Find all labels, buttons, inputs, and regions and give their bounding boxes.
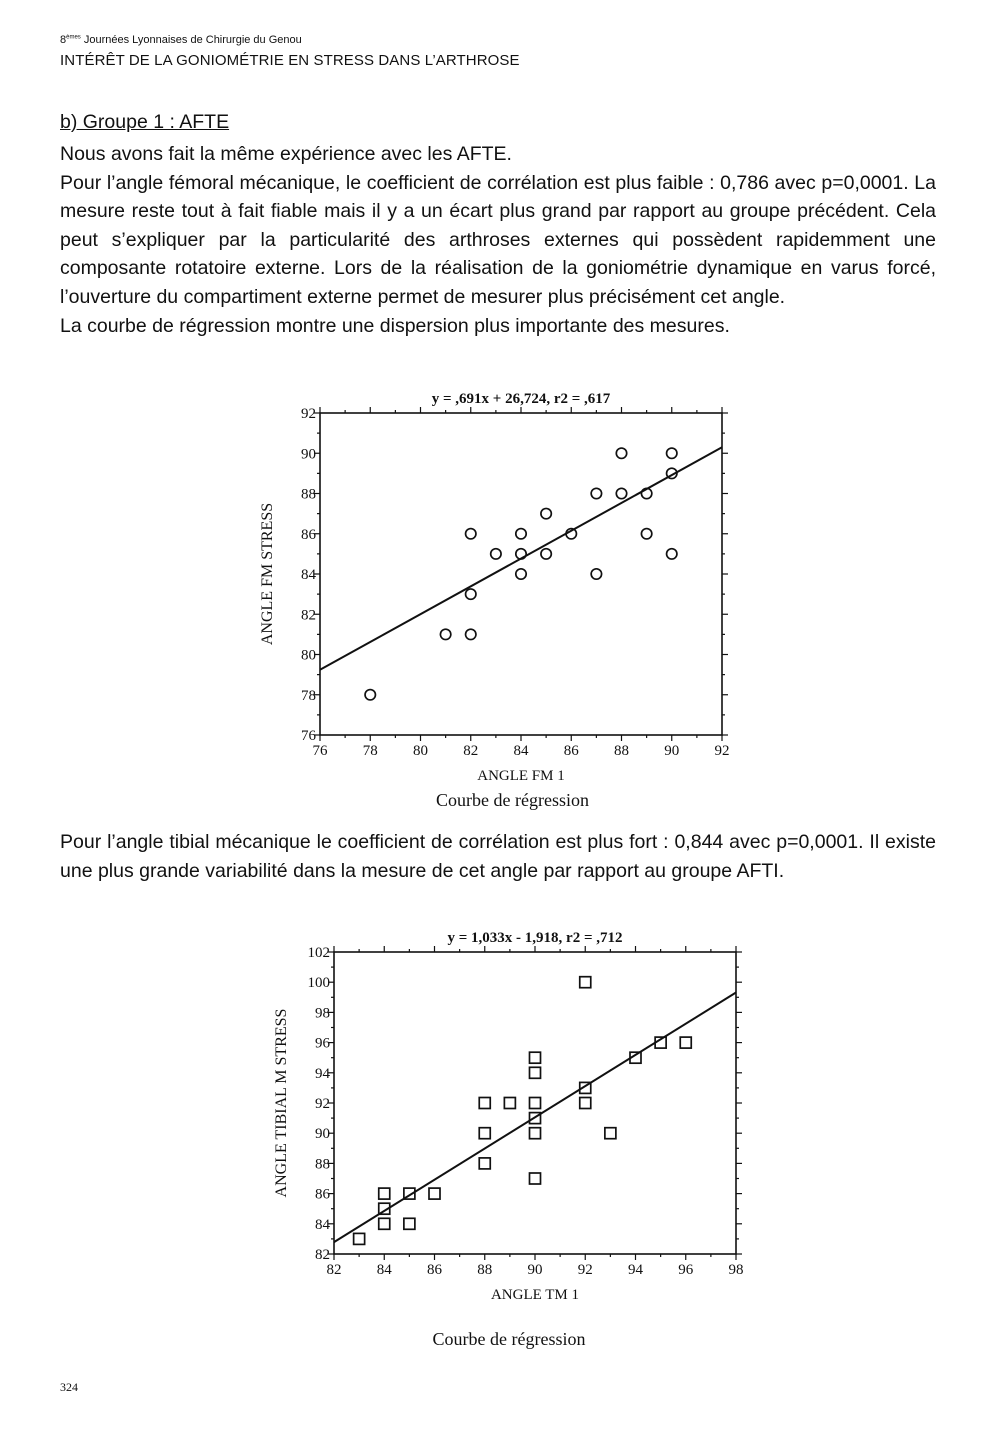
y-tick-label: 92 [315, 1096, 330, 1112]
x-tick-label: 96 [678, 1262, 694, 1278]
y-tick-label: 102 [307, 945, 330, 961]
data-point-square [580, 1098, 591, 1109]
x-tick-label: 90 [664, 743, 680, 759]
data-point-circle [616, 488, 626, 498]
body-block-2 [60, 828, 936, 885]
data-point-circle [616, 448, 626, 458]
data-point-circle [541, 508, 551, 518]
x-tick-label: 82 [463, 743, 479, 759]
data-point-circle [365, 690, 375, 700]
data-point-square [354, 1233, 365, 1244]
data-point-square [530, 1098, 541, 1109]
chart-title: y = ,691x + 26,724, r2 = ,617 [431, 391, 611, 407]
y-tick-label: 88 [301, 486, 316, 503]
article-title: INTÉRÊT DE LA GONIOMÉTRIE EN STRESS DANS L’ARTHROSE [60, 52, 520, 69]
data-point-square [680, 1037, 691, 1048]
data-point-square [530, 1128, 541, 1139]
scatter-chart-tibial [250, 920, 760, 1330]
data-point-circle [591, 569, 601, 579]
x-tick-label: 86 [427, 1262, 442, 1278]
y-tick-label: 86 [301, 526, 316, 543]
x-tick-label: 80 [413, 743, 428, 759]
data-point-circle [516, 569, 526, 579]
data-point-circle [466, 529, 476, 539]
data-point-square [479, 1128, 490, 1139]
data-point-square [530, 1173, 541, 1184]
data-point-square [605, 1128, 616, 1139]
header-ordinal-suffix: èmes [66, 34, 81, 41]
data-point-square [379, 1218, 390, 1229]
y-tick-label: 76 [301, 728, 316, 744]
paragraph: Pour l’angle fémoral mécanique, le coefficient de corrélation est plus faible : 0,786 avec p=0,0001. La mesure reste tout à fait fiable mais il y a un écart plus grand par rapport au groupe précédent. Cela peut s’expliquer par la particularité des arthroses externes qui possèdent rapidemment une composante rotatoire externe. Lors de la réalisation de la goniométrie dynamique en varus forcé, l’ouverture du compartiment externe permet de mesurer plus précisément cet angle. [60, 171, 936, 308]
y-tick-label: 96 [315, 1035, 330, 1052]
paragraph: Nous avons fait la même expérience avec les AFTE. [60, 143, 512, 165]
x-tick-label: 92 [577, 1262, 593, 1278]
x-axis-label: ANGLE TM 1 [490, 1287, 580, 1303]
x-tick-label: 92 [714, 743, 730, 759]
y-tick-label: 78 [301, 687, 316, 704]
x-tick-label: 98 [728, 1262, 744, 1278]
data-point-square [479, 1098, 490, 1109]
y-tick-label: 88 [315, 1156, 330, 1173]
data-point-circle [667, 549, 677, 559]
data-point-circle [591, 488, 601, 498]
y-tick-label: 82 [315, 1247, 330, 1263]
chart-caption-femoral: Courbe de régression [436, 790, 589, 810]
body-block-1 [60, 140, 936, 340]
x-tick-label: 90 [527, 1262, 543, 1278]
x-axis-label: ANGLE FM 1 [477, 768, 565, 784]
data-point-square [530, 1052, 541, 1063]
data-point-square [429, 1188, 440, 1199]
page-number: 324 [60, 1380, 78, 1394]
data-point-square [504, 1098, 515, 1109]
x-tick-label: 88 [477, 1262, 493, 1278]
x-tick-label: 94 [628, 1262, 643, 1278]
scatter-chart-femoral [250, 380, 750, 784]
regression-line [334, 993, 736, 1243]
chart-title: y = 1,033x - 1,918, r2 = ,712 [447, 930, 623, 946]
data-point-circle [516, 529, 526, 539]
data-point-circle [466, 629, 476, 639]
data-point-square [404, 1218, 415, 1229]
y-tick-label: 80 [301, 647, 316, 664]
y-tick-label: 90 [315, 1126, 330, 1143]
data-point-circle [491, 549, 501, 559]
plot-frame [334, 952, 736, 1254]
data-point-square [580, 977, 591, 988]
y-axis-label: ANGLE FM STRESS [259, 502, 276, 646]
data-point-square [379, 1188, 390, 1199]
y-tick-label: 92 [301, 406, 316, 422]
y-tick-label: 90 [301, 446, 316, 463]
x-tick-label: 88 [614, 743, 629, 759]
y-axis-label: ANGLE TIBIAL M STRESS [273, 1008, 290, 1198]
paragraph: La courbe de régression montre une dispersion plus importante des mesures. [60, 314, 730, 337]
section-title: b) Groupe 1 : AFTE [60, 111, 230, 133]
x-tick-label: 84 [513, 743, 529, 759]
data-point-circle [641, 529, 651, 539]
y-tick-label: 86 [315, 1186, 330, 1203]
plot-frame [320, 413, 722, 735]
data-point-square [479, 1158, 490, 1169]
x-tick-label: 78 [362, 743, 378, 759]
x-tick-label: 82 [326, 1262, 342, 1278]
journal-header [60, 34, 302, 46]
data-point-circle [440, 629, 450, 639]
data-point-circle [541, 549, 551, 559]
data-point-circle [667, 448, 677, 458]
x-tick-label: 86 [563, 743, 579, 759]
y-tick-label: 94 [315, 1065, 330, 1082]
y-tick-label: 82 [301, 607, 316, 624]
y-tick-label: 84 [301, 567, 316, 583]
header-conference: Journées Lyonnaises de Chirurgie du Genou [80, 34, 302, 46]
chart-caption-tibial: Courbe de régression [432, 1329, 586, 1349]
x-tick-label: 76 [312, 743, 328, 759]
header-ordinal: 8 [60, 34, 67, 46]
y-tick-label: 100 [307, 975, 330, 992]
data-point-square [530, 1067, 541, 1078]
y-tick-label: 84 [315, 1216, 330, 1233]
x-tick-label: 84 [376, 1262, 392, 1278]
data-point-circle [466, 589, 476, 599]
paragraph: Pour l’angle tibial mécanique le coefficient de corrélation est plus fort : 0,844 avec p=0,0001. Il existe une plus grande variabilité dans la mesure de cet angle par rapport au groupe AFTI. [60, 831, 936, 882]
y-tick-label: 98 [315, 1005, 330, 1022]
